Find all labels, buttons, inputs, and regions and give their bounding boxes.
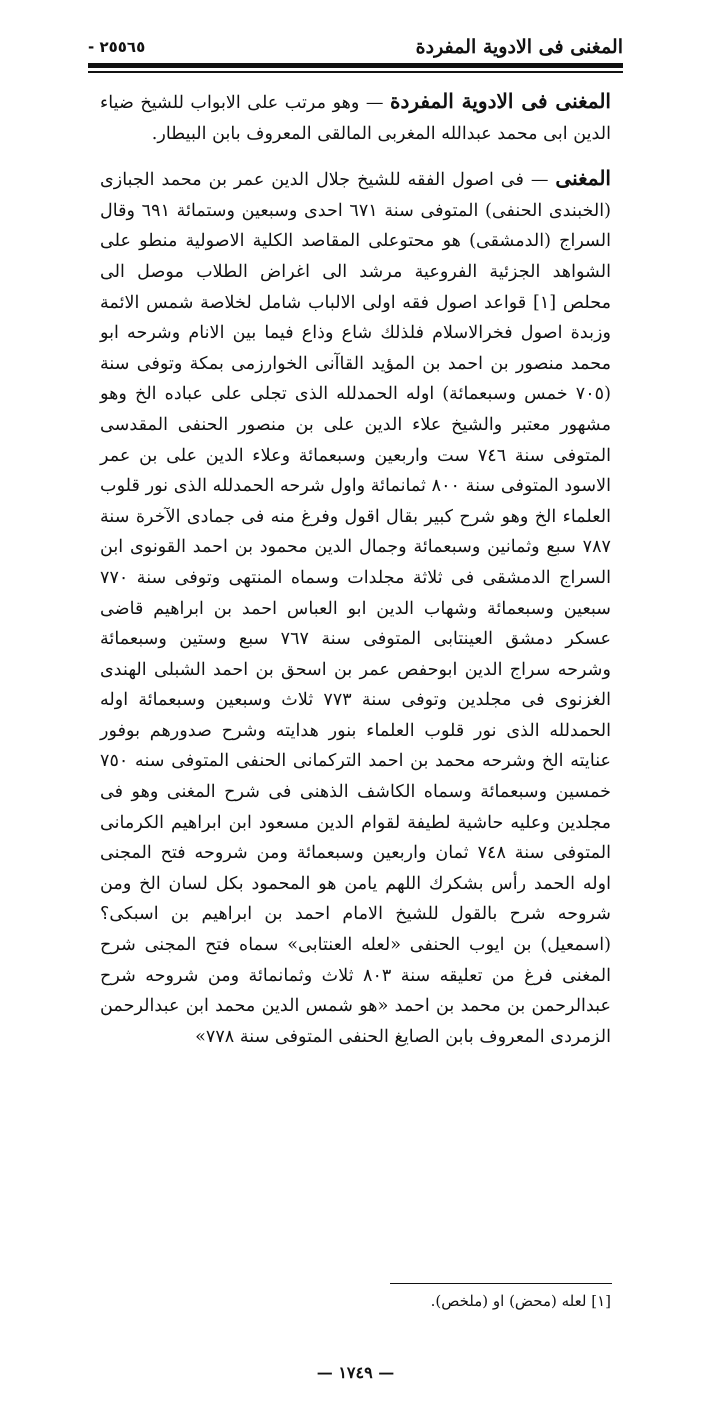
running-title: المغنى فى الادوية المفردة [415, 36, 623, 58]
entry-term: المغنى [555, 166, 611, 191]
entry-term: المغنى فى الادوية المفردة [390, 89, 611, 113]
footnote: [١] لعله (محض) او (ملخص). [430, 1292, 611, 1310]
page-number: — ١٧٤٩ — [316, 1363, 395, 1382]
footnote-rule [390, 1283, 612, 1284]
entry-paragraph [100, 86, 611, 149]
entry-paragraph [100, 163, 611, 1052]
header-rule-thick [88, 63, 623, 68]
entry-text: — وهو مرتب على الابواب للشيخ ضياء الدين ابى محمد عبدالله المغربى المالقى المعروف بابن البيطار. [100, 93, 611, 144]
main-text [100, 86, 611, 1052]
header-page-number: - ٢٥٥٦٥ [88, 38, 146, 56]
running-header [88, 32, 623, 62]
entry-text: — فى اصول الفقه للشيخ جلال الدين عمر بن محمد الجبازى (الخبندى الحنفى) المتوفى سنة ٦٧١ احدى وسبعين وستمائة ٦٩١ وقال السراج (الدمشقى) هو محتوعلى المقاصد الكلية الاصولية منطو على الشواهد الجزئية الفروعية مرشد الى اغراض الطلاب موصل الى محلص [١] قواعد اصول فقه اولى الالباب شامل لخلاصة شمس الائمة وزبدة اصول فخرالاسلام فلذلك شاع وذاع فيما بين الانام وشرحه ابو محمد منصور بن احمد بن المؤيد القاآنى الخوارزمى بمكة وتوفى سنة (٧٠٥ خمس وسبعمائة) اوله الحمدلله الذى تجلى على عباده الخ وهو مشهور معتبر والشيخ علاء الدين على بن منصور الحنفى المقدسى المتوفى سنة ٧٤٦ ست واربعين وسبعمائة وعلاء الدين على بن عمر الاسود المتوفى سنة ٨٠٠ ثمانمائة واول شرحه الحمدلله الذى نور قلوب العلماء الخ وهو شرح كبير بقال اقول وفرغ منه فى جمادى الآخرة سنة ٧٨٧ سبع وثمانين وسبعمائة وجمال الدين محمود بن احمد القونوى ابن السراج الدمشقى فى ثلاثة مجلدات وسماه المنتهى وتوفى سنة ٧٧٠ سبعين وسبعمائة وشهاب الدين ابو العباس احمد بن ابراهيم قاضى عسكر دمشق العينتابى المتوفى سنة ٧٦٧ سبع وستين وسبعمائة وشرحه سراج الدين ابوحفص عمر بن اسحق بن احمد الشبلى الهندى الغزنوى فى مجلدين وتوفى سنة ٧٧٣ ثلاث وسبعين وسبعمائة اوله الحمدلله الذى نور قلوب العلماء بنور هدايته وشرح صدورهم بوفور عنايته الخ وشرحه محمد بن احمد التركمانى الحنفى المتوفى سنه ٧٥٠ خمسين وسبعمائة وسماه الكاشف الذهنى فى شرح المغنى وهو فى مجلدين وعليه حاشية لطيفة لقوام الدين مسعود ابن ابراهيم الكرمانى المتوفى سنة ٧٤٨ ثمان واربعين وسبعمائة ومن شروحه فتح المجنى اوله الحمد رأس بشكرك اللهم يامن هو المحمود بكل لسان الخ ومن شروحه شرح بالقول للشيخ الامام احمد بن ابراهيم بن اسبكى؟ (اسمعيل) بن ايوب الحنفى «لعله العنتابى» سماه فتح المجنى شرح المغنى فرغ من تعليقه سنة ٨٠٣ ثلاث وثمانمائة ومن شروحه شرح عبدالرحمن بن محمد بن احمد «هو شمس الدين محمد ابن عبدالرحمن الزمردى المعروف بابن الصايغ الحنفى المتوفى سنة ٧٧٨» [100, 170, 612, 1047]
header-rule-thin [88, 71, 623, 73]
